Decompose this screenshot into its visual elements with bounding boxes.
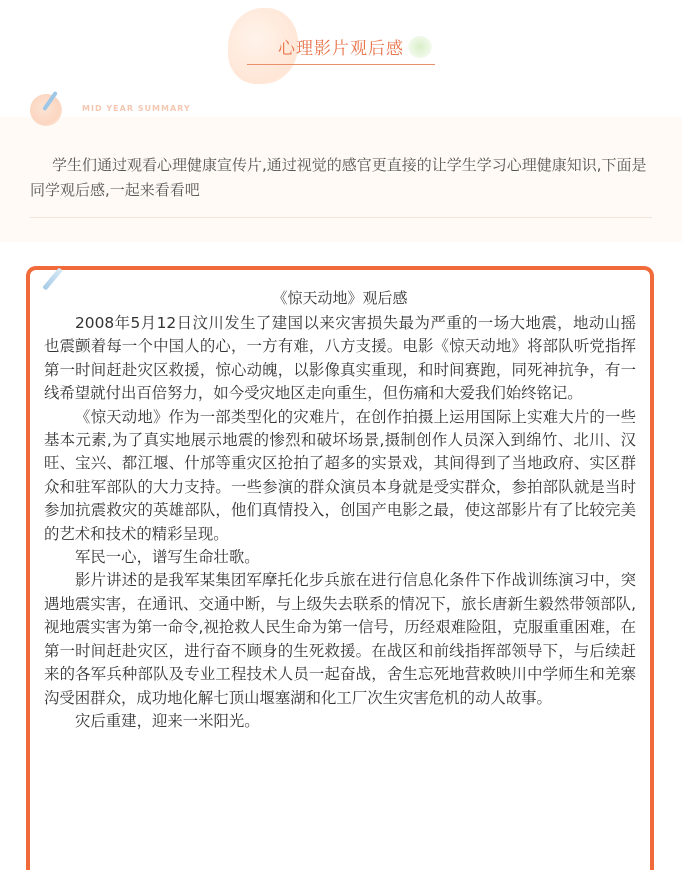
- review-paragraph: 军民一心，谱写生命壮歌。: [75, 548, 260, 567]
- intro-divider: [30, 217, 652, 218]
- page-header: [0, 0, 682, 100]
- page-title: 心理影片观后感: [278, 39, 404, 59]
- review-title: 《惊天动地》观后感: [272, 289, 408, 307]
- title-underline: [247, 64, 435, 65]
- intro-text: 学生们通过观看心理健康宣传片,通过视觉的感官更直接的让学生学习心理健康知识,下面是同学观后感,一起来看看吧: [30, 156, 647, 199]
- review-body: [44, 312, 636, 733]
- review-paragraph: 灾后重建，迎来一米阳光。: [75, 711, 260, 730]
- review-paragraph: 2008年5月12日汶川发生了建国以来灾害损失最为严重的一场大地震，地动山摇也震颤着每一个中国人的心，一方有难，八方支援。电影《惊天动地》将部队听党指挥第一时间赶赴灾区救援，惊心动魄，以影像真实重现，和时间赛跑，同死神抗争，有一线希望就付出百倍努力，如今受灾地区走向重生，但伤痛和大爱我们始终铭记。: [44, 314, 636, 403]
- review-paragraph: 《惊天动地》作为一部类型化的灾难片，在创作拍摄上运用国际上实难大片的一些基本元素,为了真实地展示地震的惨烈和破坏场景,摄制创作人员深入到绵竹、北川、汉旺、宝兴、都江堰、什邡等重灾区抢拍了超多的实景戏，其间得到了当地政府、实区群众和驻军部队的大力支持。一些参演的群众演员本身就是受实群众，参拍部队就是当时参加抗震救灾的英雄部队，他们真情投入，创国产电影之最，使这部影片有了比较完美的艺术和技术的精彩呈现。: [44, 407, 636, 543]
- review-paragraph: 影片讲述的是我军某集团军摩托化步兵旅在进行信息化条件下作战训练演习中，突遇地震实害，在通讯、交通中断，与上级失去联系的情况下，旅长唐新生毅然带领部队,视地震实害为第一命令,视抢救人民生命为第一信号，历经艰难险阻，克服重重困难，在第一时间赶赴灾区，进行奋不顾身的生死救援。在战区和前线指挥部领导下，与后续赶来的各军兵种部队及专业工程技术人员一起奋战，舍生忘死地营救映川中学师生和羌寨沟受困群众，成功地化解七顶山堰塞湖和化工厂次生灾害危机的动人故事。: [44, 571, 636, 707]
- summary-label: MID YEAR SUMMARY: [82, 104, 191, 113]
